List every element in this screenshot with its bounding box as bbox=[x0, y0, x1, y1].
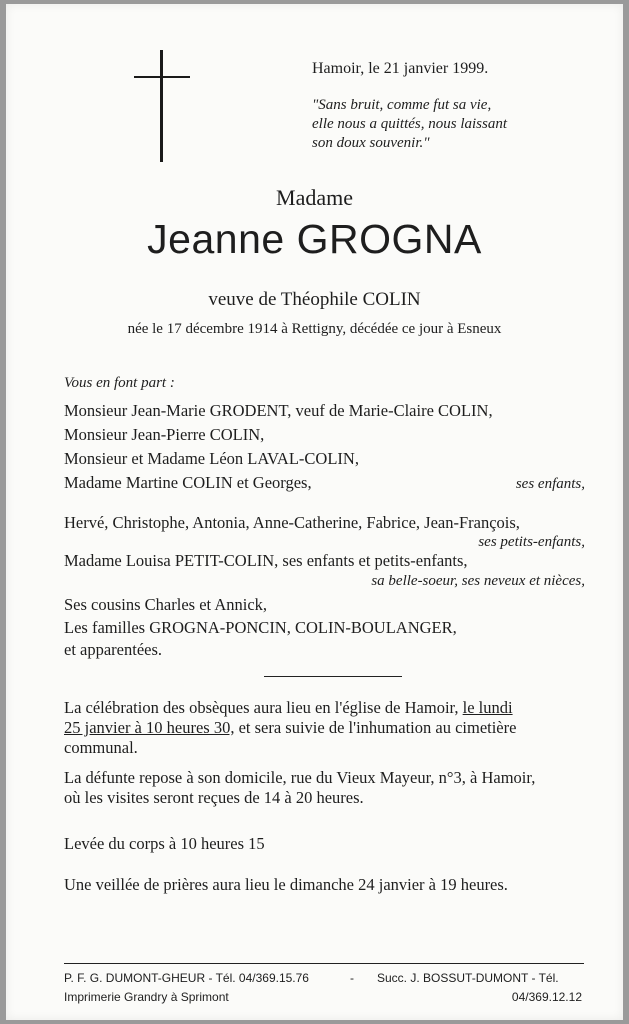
relation-children: ses enfants, bbox=[515, 476, 585, 492]
ceremony-line bbox=[64, 718, 516, 738]
honorific: Madame bbox=[276, 185, 353, 210]
quote-line: elle nous a quittés, nous laissant bbox=[312, 116, 507, 132]
obituary-card bbox=[6, 4, 623, 1020]
visitation-line: où les visites seront reçues de 14 à 20 heures. bbox=[64, 788, 364, 807]
family-line: Madame Martine COLIN et Georges, bbox=[64, 473, 312, 492]
levee-line: Levée du corps à 10 heures 15 bbox=[64, 834, 265, 853]
family-line: et apparentées. bbox=[64, 640, 163, 659]
cross-horizontal-bar bbox=[134, 76, 190, 78]
relation-sister-in-law: sa belle-soeur, ses neveux et nièces, bbox=[371, 573, 585, 589]
footer-dash: - bbox=[350, 971, 354, 985]
announcement-intro: Vous en font part : bbox=[64, 375, 175, 391]
family-line: Monsieur Jean-Pierre COLIN, bbox=[64, 425, 265, 444]
footer-separator bbox=[64, 963, 584, 964]
memorial-quote bbox=[312, 96, 562, 153]
vigil-line: Une veillée de prières aura lieu le dimanche 24 janvier à 19 heures. bbox=[64, 875, 508, 894]
widow-of: veuve de Théophile COLIN bbox=[208, 289, 421, 310]
visitation-paragraph bbox=[64, 768, 535, 808]
birth-death-line: née le 17 décembre 1914 à Rettigny, décédée ce jour à Esneux bbox=[127, 321, 502, 337]
printer: Imprimerie Grandry à Sprimont bbox=[64, 990, 229, 1004]
funeral-home: P. F. G. DUMONT-GHEUR - Tél. 04/369.15.76 bbox=[64, 971, 309, 985]
quote-line: son doux souvenir." bbox=[312, 135, 430, 151]
family-line: Les familles GROGNA-PONCIN, COLIN-BOULANGER, bbox=[64, 618, 457, 637]
ceremony-text: La célébration des obsèques aura lieu en l'église de Hamoir, bbox=[64, 698, 459, 717]
family-line: Ses cousins Charles et Annick, bbox=[64, 595, 268, 614]
family-line: Monsieur et Madame Léon LAVAL-COLIN, bbox=[64, 449, 359, 468]
family-line: Monsieur Jean-Marie GRODENT, veuf de Marie-Claire COLIN, bbox=[64, 401, 493, 420]
ceremony-line bbox=[64, 698, 516, 718]
ceremony-line: communal. bbox=[64, 738, 138, 757]
successor: Succ. J. BOSSUT-DUMONT - Tél. bbox=[377, 971, 559, 985]
deceased-name: Jeanne GROGNA bbox=[147, 216, 482, 262]
relation-grandchildren: ses petits-enfants, bbox=[478, 534, 585, 550]
family-line: Hervé, Christophe, Antonia, Anne-Catherine, Fabrice, Jean-François, bbox=[64, 513, 520, 532]
ceremony-paragraph bbox=[64, 698, 516, 758]
quote-line: "Sans bruit, comme fut sa vie, bbox=[312, 97, 492, 113]
ceremony-text: et sera suivie de l'inhumation au cimetière bbox=[238, 718, 517, 737]
successor-phone: 04/369.12.12 bbox=[511, 990, 582, 1004]
cross-vertical-bar bbox=[160, 50, 163, 162]
ceremony-date-underlined: le lundi bbox=[462, 698, 513, 717]
family-line: Madame Louisa PETIT-COLIN, ses enfants et petits-enfants, bbox=[64, 551, 468, 570]
separator-line bbox=[264, 676, 402, 677]
ceremony-time-underlined: 25 janvier à 10 heures 30, bbox=[64, 718, 235, 737]
place-date: Hamoir, le 21 janvier 1999. bbox=[312, 60, 489, 77]
visitation-line: La défunte repose à son domicile, rue du Vieux Mayeur, n°3, à Hamoir, bbox=[64, 768, 536, 787]
